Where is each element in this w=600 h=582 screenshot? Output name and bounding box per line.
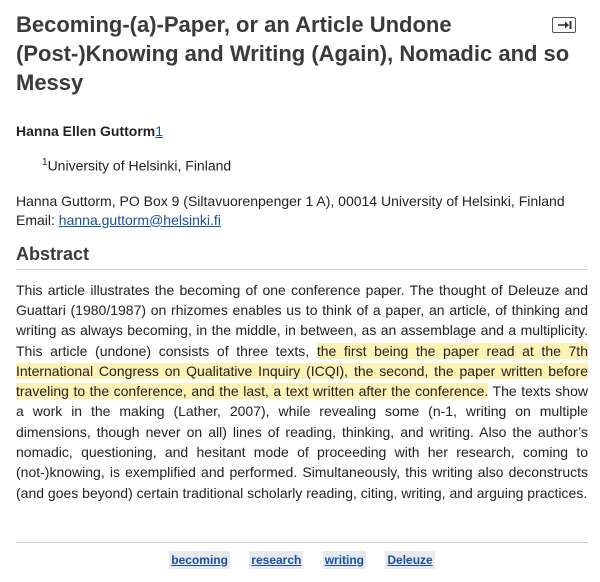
contact-address <box>16 192 588 230</box>
title-line: Messy <box>16 70 84 95</box>
keyword-link[interactable]: writing <box>324 553 365 567</box>
abstract-part: The texts show a work in the making (Lather, 2007), while revealing some (n-1, writing on multiple dimensions, though never on all) lines of reading, thinking, and writing. Also the author’s nomadic, questioning, and hesitant mode of proceeding with her research, coming to (not-)knowing, is exemplified and performed. Simultaneously, this writing also deconstructs (and goes beyond) certain traditional scholarly reading, citing, writing, and arguing practices. <box>16 383 588 501</box>
author-name: Hanna Ellen Guttorm <box>16 123 156 139</box>
keyword-link[interactable]: becoming <box>171 553 228 567</box>
title-line: (Post-)Knowing and Writing (Again), Nomadic and so <box>16 41 570 66</box>
title-line: Becoming-(a)-Paper, or an Article Undone <box>16 12 452 37</box>
affiliation-ref: 1 <box>42 157 48 168</box>
abstract-part: This article illustrates the becoming of one conference paper. The thought of Deleuze and Guattari (1980/1987) on rhizomes enables us to think of a paper, an article, of thinking and writing as always becoming, in the middle, in between, as an assemblage and a multiplicity. This article (undone) consists of three texts, <box>16 281 588 359</box>
highlighted-text[interactable]: the first being the paper read at the 7th International Congress on Qualitative Inquiry (ICQI), the second, the paper written before traveling to the conference, and the last, a text written after the conference. <box>16 342 588 400</box>
affiliation-text: University of Helsinki, Finland <box>47 157 232 174</box>
article-title <box>16 10 588 97</box>
keyword-link[interactable]: Deleuze <box>387 553 433 567</box>
email-link[interactable]: hanna.guttorm@helsinki.fi <box>58 211 221 228</box>
author-line <box>16 123 588 139</box>
article-page <box>16 10 588 567</box>
external-link-icon[interactable] <box>552 17 576 33</box>
keyword-link[interactable]: research <box>251 553 302 567</box>
affiliation <box>42 157 588 174</box>
author-affiliation-link[interactable]: 1 <box>155 123 164 139</box>
keyword-list <box>16 542 588 569</box>
address-text: Hanna Guttorm, PO Box 9 (Siltavuorenpenger 1 A), 00014 University of Helsinki, Finland Email: <box>16 192 565 228</box>
abstract-heading: Abstract <box>16 244 588 270</box>
abstract-text <box>16 280 588 503</box>
